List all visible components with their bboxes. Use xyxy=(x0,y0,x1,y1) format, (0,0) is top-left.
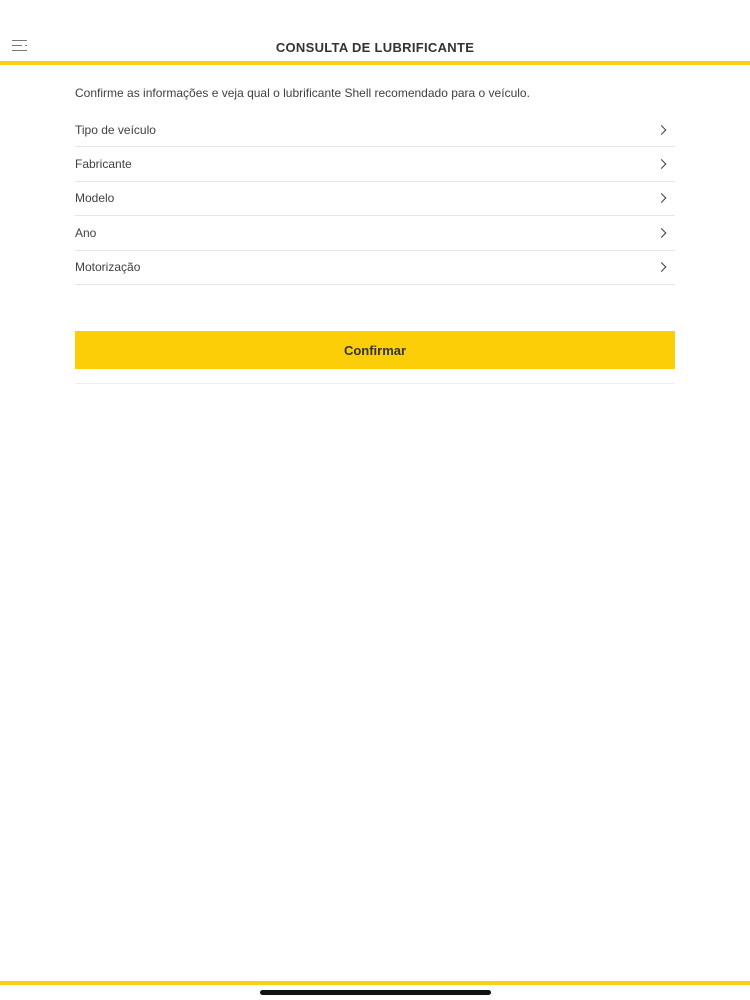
field-model[interactable] xyxy=(75,182,675,216)
field-label: Modelo xyxy=(75,191,115,206)
field-label: Fabricante xyxy=(75,157,132,172)
chevron-right-icon xyxy=(657,159,667,169)
chevron-right-icon xyxy=(657,262,667,272)
field-engine[interactable] xyxy=(75,251,675,285)
field-year[interactable] xyxy=(75,216,675,250)
field-label: Tipo de veículo xyxy=(75,122,156,137)
chevron-right-icon xyxy=(657,125,667,135)
divider xyxy=(75,383,675,384)
page-title: CONSULTA DE LUBRIFICANTE xyxy=(275,40,475,55)
main-content xyxy=(75,86,675,285)
field-label: Motorização xyxy=(75,260,141,275)
confirm-button[interactable]: Confirmar xyxy=(75,331,675,369)
top-bar xyxy=(0,0,750,62)
header-accent-line xyxy=(0,61,750,65)
intro-text: Confirme as informações e veja qual o lubrificante Shell recomendado para o veículo. xyxy=(75,86,530,100)
chevron-right-icon xyxy=(657,228,667,238)
field-label: Ano xyxy=(75,225,97,240)
home-indicator[interactable] xyxy=(260,990,491,995)
vehicle-field-list xyxy=(75,113,675,285)
field-vehicle-type[interactable] xyxy=(75,113,675,147)
footer-accent-line xyxy=(0,981,750,985)
chevron-right-icon xyxy=(657,194,667,204)
field-manufacturer[interactable] xyxy=(75,147,675,181)
